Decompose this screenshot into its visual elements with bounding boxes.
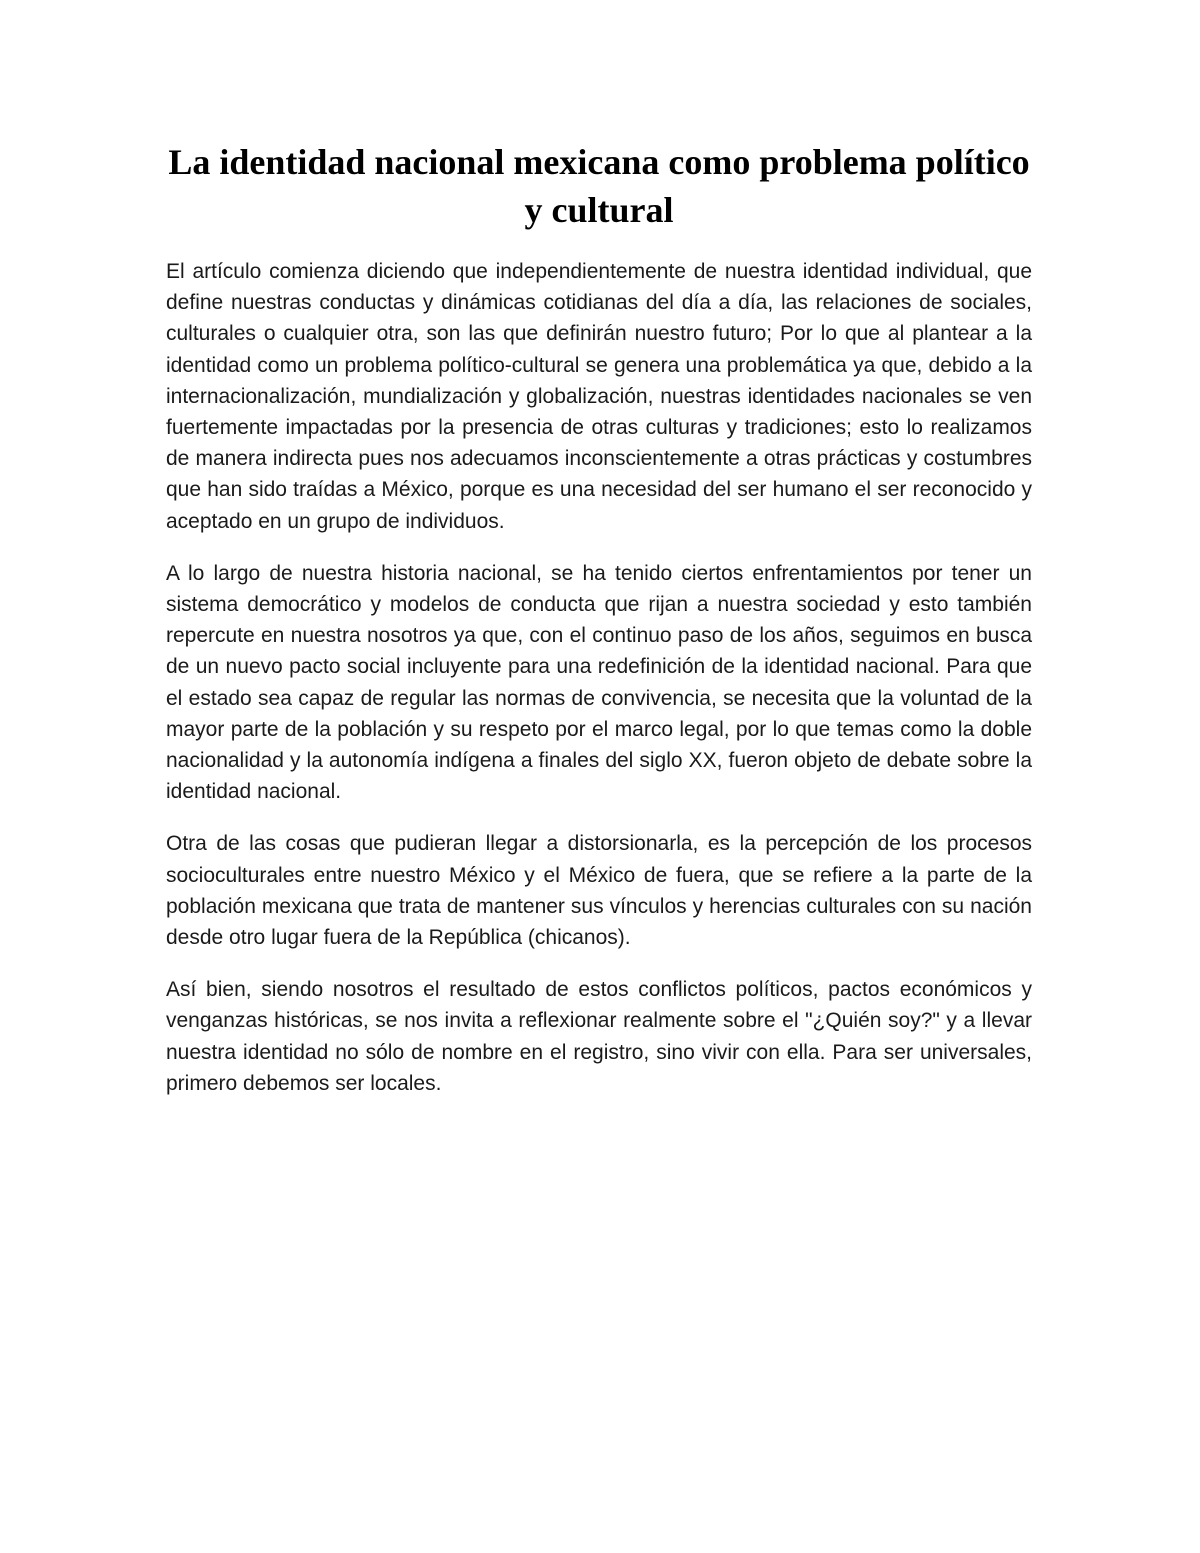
paragraph-1: El artículo comienza diciendo que independientemente de nuestra identidad individual, que define nuestras conductas y dinámicas cotidianas del día a día, las relaciones de sociales, culturales o cualquier otra, son las que definirán nuestro futuro; Por lo que al plantear a la identidad como un problema político-cultural se genera una problemática ya que, debido a la internacionalización, mundialización y globalización, nuestras identidades nacionales se ven fuertemente impactadas por la presencia de otras culturas y tradiciones; esto lo realizamos de manera indirecta pues nos adecuamos inconscientemente a otras prácticas y costumbres que han sido traídas a México, porque es una necesidad del ser humano el ser reconocido y aceptado en un grupo de individuos.: [166, 260, 1032, 533]
document-title: La identidad nacional mexicana como problema político y cultural: [168, 142, 1030, 230]
document-body: [166, 138, 1032, 1120]
paragraph-2: A lo largo de nuestra historia nacional, se ha tenido ciertos enfrentamientos por tener un sistema democrático y modelos de conducta que rijan a nuestra sociedad y esto también repercute en nuestra nosotros ya que, con el continuo paso de los años, seguimos en busca de un nuevo pacto social incluyente para una redefinición de la identidad nacional. Para que el estado sea capaz de regular las normas de convivencia, se necesita que la voluntad de la mayor parte de la población y su respeto por el marco legal, por lo que temas como la doble nacionalidad y la autonomía indígena a finales del siglo XX, fueron objeto de debate sobre la identidad nacional.: [166, 561, 1032, 804]
paragraph-4: Así bien, siendo nosotros el resultado de estos conflictos políticos, pactos económicos y venganzas históricas, se nos invita a reflexionar realmente sobre el "¿Quién soy?" y a llevar nuestra identidad no sólo de nombre en el registro, sino vivir con ella. Para ser universales, primero debemos ser locales.: [166, 978, 1032, 1095]
paragraph-3: Otra de las cosas que pudieran llegar a distorsionarla, es la percepción de los procesos socioculturales entre nuestro México y el México de fuera, que se refiere a la parte de la población mexicana que trata de mantener sus vínculos y herencias culturales con su nación desde otro lugar fuera de la República (chicanos).: [166, 832, 1032, 950]
